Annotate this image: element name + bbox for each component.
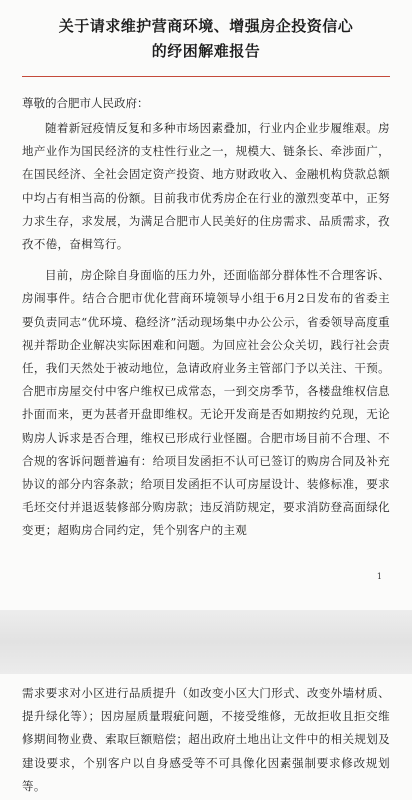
body-paragraph-2: 目前，房企除自身面临的压力外，还面临部分群体性不合理客诉、房闹事件。结合合肥市优化营商环境领导小组于6月2日发布的省委主要负责同志“优环境、稳经济”活动现场集中办公公示，省委领导高度重视并帮助企业解决实际困难和问题。为回应社会公众关切，践行社会责任，我们天然处于被动地位，急请政府业务主管部门予以关注、干预。合肥市房屋交付中客户维权已成常态，一到交房季节，各楼盘维权信息扑面而来，更为甚者开盘即维权。无论开发商是否如期按约兑现，无论购房人诉求是否合理，维权已形成行业怪圈。合肥市场目前不合理、不合规的客诉问题普遍有：给项目发函拒不认可已签订的购房合同及补充协议的部分内容条款；给项目发函拒不认可房屋设计、装修标准，要求毛坯交付并退返装修部分购房款；违反消防规定，要求消防登高面绿化变更；超购房合同约定，凭个别客户的主观	[22, 268, 390, 538]
salutation: 尊敬的合肥市人民政府：	[22, 96, 149, 110]
body-paragraph-continued: 需求要求对小区进行品质提升（如改变小区大门形式、改变外墙材质、提升绿化等）；因房屋质量瑕疵问题，不接受维修，无故拒收且拒交维修期间物业费、索取巨额赔偿；超出政府土地出让文件中的相关规划及建设要求，个别客户以自身感受等不可具像化因素强制要求修改规划等。	[22, 686, 390, 793]
body-paragraph-1: 随着新冠疫情反复和多种市场因素叠加，行业内企业步履维艰。房地产业作为国民经济的支柱性行业之一，规模大、链条长、牵涉面广，在国民经济、全社会固定资产投资、地方财政收入、金融机构贷款总额中均占有相当高的份额。目前我市优秀房企在行业的激烈变革中，正努力求生存，求发展，为满足合肥市人民美好的住房需求、品质需求，孜孜不倦，奋楫笃行。	[22, 121, 390, 252]
report-title-line-1: 关于请求维护营商环境、增强房企投资信心	[58, 17, 354, 35]
page-gap	[0, 610, 412, 674]
page-number: 1	[376, 572, 382, 581]
report-title-line-2: 的纾困解难报告	[151, 42, 261, 60]
title-divider	[22, 76, 390, 77]
document-page-2	[0, 674, 412, 800]
